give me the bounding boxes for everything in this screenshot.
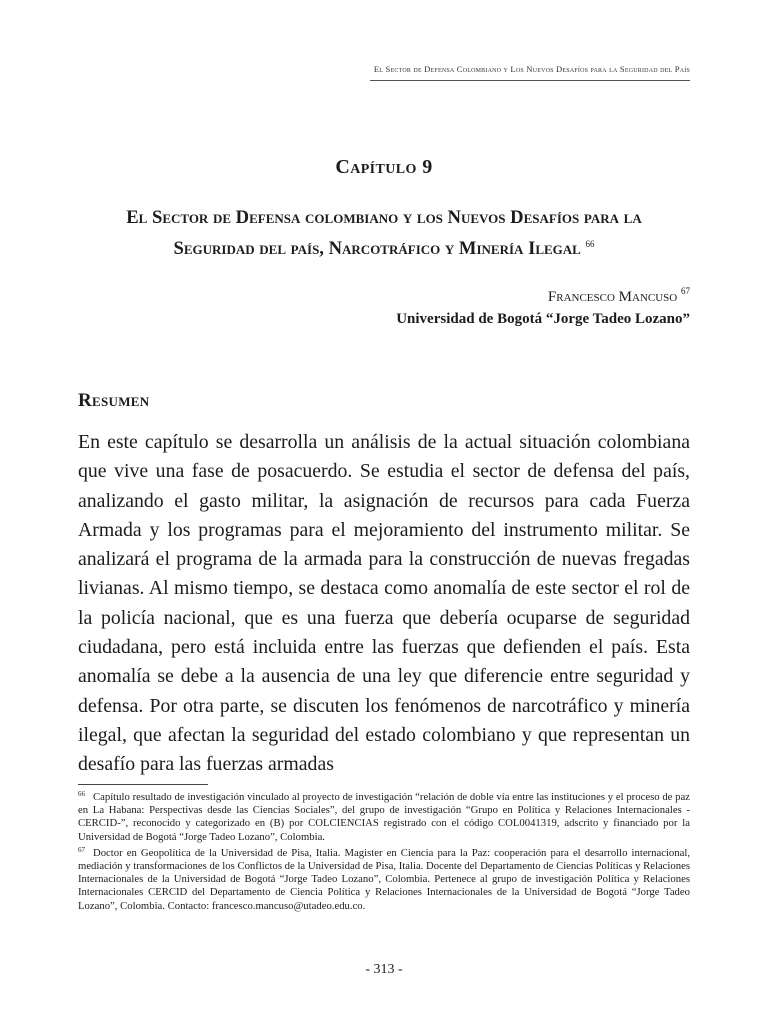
page-number: - 313 - (365, 962, 403, 977)
footnote-number: 66 (78, 790, 85, 798)
chapter-title-line2: Seguridad del país, Narcotráfico y Minería Ilegal (173, 238, 581, 259)
abstract-body: En este capítulo se desarrolla un análisis de la actual situación colombiana que vive una fase de posacuerdo. Se estudia el sector de defensa del país, analizando el gasto militar, la asignación de recursos para cada Fuerza Armada y los programas para el mejoramiento del instrumento militar. Se analizará el programa de la armada para la construcción de nuevas fregadas livianas. Al mismo tiempo, se destaca como anomalía de este sector el rol de la policía nacional, que es una fuerza que debería ocuparse de seguridad ciudadana, pero está incluida entre las fuerzas que defienden el país. Esta anomalía se debe a la ausencia de una ley que diferencie entre seguridad y defensa. Por otra parte, se discuten los fenómenos de narcotráfico y minería ilegal, que afectan la seguridad del estado colombiano y que representan un desafío para las fuerzas armadas (78, 431, 690, 776)
footnote (78, 788, 690, 844)
footnotes (78, 788, 690, 913)
chapter-label: Capítulo 9 (335, 156, 433, 178)
footnote-ref-66[interactable]: 66 (585, 239, 595, 249)
section-heading: Resumen (78, 390, 150, 411)
author-affiliation: Universidad de Bogotá “Jorge Tadeo Lozano” (396, 311, 690, 327)
footnote-number: 67 (78, 845, 85, 854)
footnote (78, 844, 690, 913)
footnote-text: Capítulo resultado de investigación vinculado al proyecto de investigación “relación de doble vía entre las instituciones y el proceso de paz en La Habana: Perspectivas desde las Ciencias Sociales”, del grupo de investigación “Grupo en Política y Relaciones Internacionales -CERCID-”, reconocido y categorizado en (B) por COLCIENCIAS registrado con el código COL0041319, adscrito y financiado por la Universidad de Bogotá “Jorge Tadeo Lozano”, Colombia. (78, 791, 690, 843)
footnote-text: Doctor en Geopolítica de la Universidad de Pisa, Italia. Magister en Ciencia para la Paz: cooperación para el desarrollo internacional, mediación y transformaciones de los Conflictos de la Universidad de Pisa, Italia. Docente del Departamento de Ciencias Políticas y Relaciones Internacionales de la Universidad de Bogotá “Jorge Tadeo Lozano”, Colombia. Pertenece al grupo de investigación Política y Relaciones Internacionales CERCID del Departamento de Ciencia Política y Relaciones Internacionales de la Universidad de Bogotá “Jorge Tadeo Lozano”, Colombia. Contacto: francesco.mancuso@utadeo.edu.co. (78, 846, 690, 912)
footnote-ref-67[interactable]: 67 (681, 286, 690, 296)
chapter-title-line1: El Sector de Defensa colombiano y los Nuevos Desafíos para la (126, 207, 642, 228)
chapter-title (78, 205, 690, 262)
running-header: El Sector de Defensa Colombiano y Los Nuevos Desafíos para la Seguridad del País (373, 64, 690, 74)
author-name: Francesco Mancuso (547, 289, 678, 305)
header-rule (370, 80, 690, 81)
footnote-rule (78, 784, 208, 785)
author-line (78, 286, 690, 306)
